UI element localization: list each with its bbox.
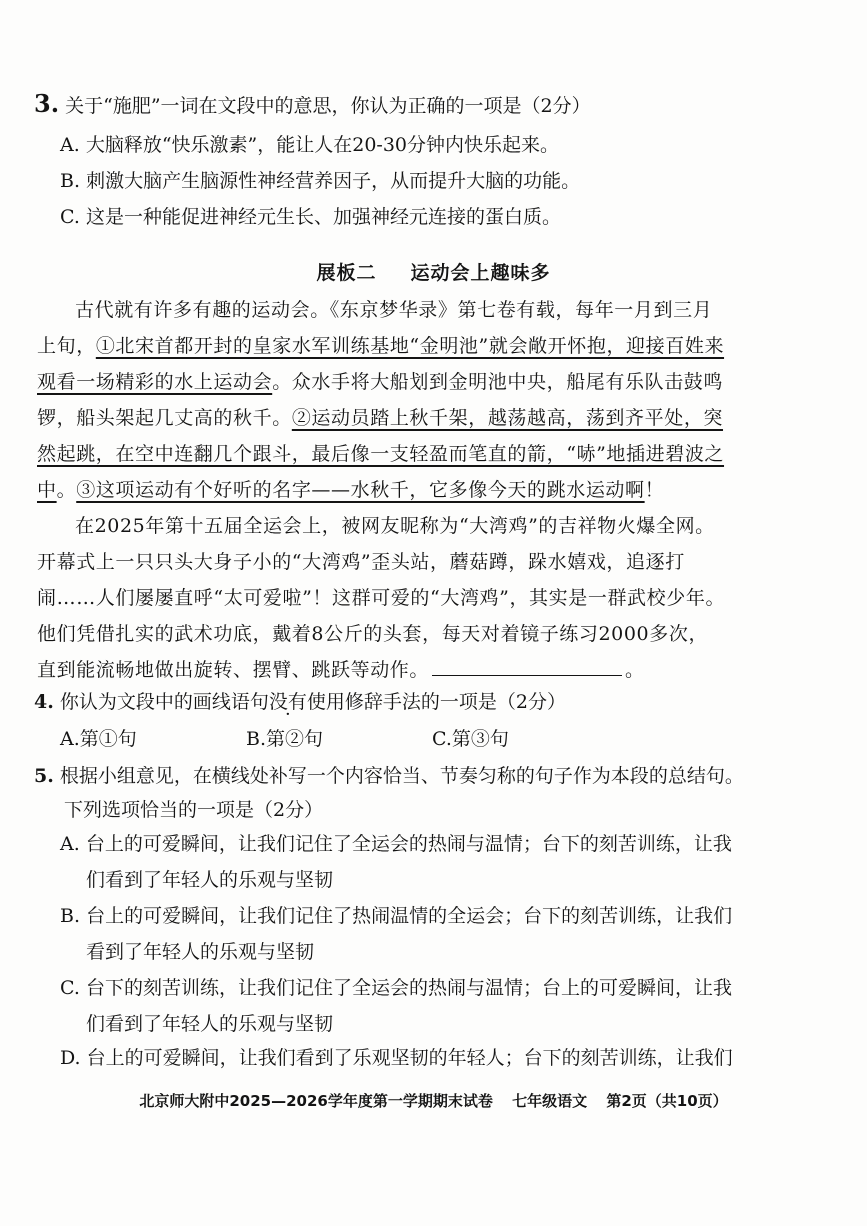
- option-letter: C.: [432, 728, 452, 750]
- underlined-sentence-2: ②运动员踏上秋千架，越荡越高，荡到齐平处，突然起跳，在空中连翻几个跟斗，最后像一支轻盈而笔直的箭，“哧”地插进碧波之中: [37, 407, 725, 501]
- option-text: 第①句: [79, 728, 137, 750]
- q5-option-a-cont: 们看到了年轻人的乐观与坚韧: [86, 869, 334, 891]
- para1-middle-2: 。: [56, 479, 77, 501]
- footer-school-exam: 北京师大附中2025—2026学年度第一学期期末试卷: [139, 1092, 493, 1110]
- option-text: 台上的可爱瞬间，让我们记住了热闹温情的全运会；台下的刻苦训练，让我们: [86, 905, 733, 927]
- q5-option-c-cont: 们看到了年轻人的乐观与坚韧: [86, 1013, 334, 1035]
- q3-option-b: [60, 169, 580, 193]
- q5-option-b-cont: 看到了年轻人的乐观与坚韧: [86, 941, 315, 963]
- q4-option-c: [432, 727, 509, 751]
- question-number: 3.: [34, 89, 60, 118]
- question-3-stem: [34, 89, 591, 118]
- option-letter: B.: [246, 728, 267, 750]
- q4-options: [60, 727, 509, 751]
- para2-text: 在2025年第十五届全运会上，被网友昵称为“大湾鸡”的吉祥物火爆全网。开幕式上一只只头大身子小的“大湾鸡”歪头站，蘑菇蹲，跺水嬉戏，追逐打闹……人们屡屡直呼“太可爱啦”！这群可爱的“大湾鸡”，其实是一群武校少年。他们凭借扎实的武术功底，戴着8公斤的头套，每天对着镜子练习2000多次，直到能流畅地做出旋转、摆臂、跳跃等动作。: [37, 515, 726, 681]
- section-heading: [0, 258, 867, 285]
- para1-lead: 古代就有许多有趣的运动会。《东京梦华录》第七卷有载，每年一月到三月上旬，: [37, 299, 713, 357]
- question-text: 根据小组意见，在横线处补写一个内容恰当、节奏匀称的句子作为本段的总结句。: [59, 765, 744, 787]
- para2-end: 。: [625, 659, 645, 681]
- option-letter: A.: [60, 134, 80, 156]
- footer-page-number: 第2页（共10页）: [606, 1092, 728, 1110]
- question-text-a: 你认为文段中的画线语句: [59, 691, 269, 713]
- q3-option-c: [60, 205, 561, 229]
- option-letter: C.: [60, 206, 80, 228]
- section-title: 运动会上趣味多: [410, 262, 551, 284]
- q5-option-d: [60, 1046, 733, 1070]
- option-text: 大脑释放“快乐激素”，能让人在20-30分钟内快乐起来。: [85, 134, 560, 156]
- option-letter: B.: [60, 905, 81, 927]
- question-5-stem-line-1: [34, 764, 744, 788]
- footer-subject: 七年级语文: [512, 1092, 588, 1110]
- emphasis-dotted-word: 没有: [268, 691, 307, 713]
- underlined-sentence-3: ③这项运动有个好听的名字——水秋千，它多像今天的跳水运动啊: [76, 479, 645, 501]
- option-letter: A.: [60, 728, 80, 750]
- option-letter: A.: [60, 833, 80, 855]
- option-text: 第②句: [266, 728, 324, 750]
- question-4-stem: [34, 690, 566, 714]
- answer-blank-line[interactable]: [432, 657, 622, 676]
- section-label: 展板二: [316, 262, 377, 284]
- option-text: 第③句: [451, 728, 509, 750]
- passage-paragraph-1: [37, 292, 727, 508]
- page-footer: [0, 1090, 867, 1111]
- option-letter: B.: [60, 170, 81, 192]
- q5-option-a: [60, 832, 732, 856]
- q3-option-a: [60, 133, 559, 157]
- underlined-sentence-1: ①北宋首都开封的皇家水军训练基地“金明池”就会敞开怀抱，迎接百姓来观看一场精彩的水上运动会: [37, 335, 725, 393]
- para1-end: ！: [644, 479, 665, 501]
- option-text: 台下的刻苦训练，让我们记住了全运会的热闹与温情；台上的可爱瞬间，让我: [85, 977, 732, 999]
- q4-option-a: [60, 727, 246, 751]
- q5-option-b: [60, 904, 732, 928]
- question-text-b: 使用修辞手法的一项是（2分）: [306, 691, 567, 713]
- option-text: 刺激大脑产生脑源性神经营养因子，从而提升大脑的功能。: [86, 170, 581, 192]
- question-number: 4.: [34, 691, 54, 713]
- para1-middle-1: 。众水手将大船划到金明池中央，船尾有乐队击鼓鸣锣，船头架起几丈高的秋千。: [37, 371, 724, 429]
- q4-option-b: [246, 727, 432, 751]
- option-text: 这是一种能促进神经元生长、加强神经元连接的蛋白质。: [85, 206, 561, 228]
- option-letter: D.: [60, 1047, 81, 1069]
- option-text: 台上的可爱瞬间，让我们看到了乐观坚韧的年轻人；台下的刻苦训练，让我们: [86, 1047, 733, 1069]
- question-text: 关于“施肥”一词在文段中的意思，你认为正确的一项是（2分）: [65, 95, 591, 117]
- option-letter: C.: [60, 977, 80, 999]
- passage-paragraph-2: [37, 508, 727, 688]
- option-text: 台上的可爱瞬间，让我们记住了全运会的热闹与温情；台下的刻苦训练，让我: [85, 833, 732, 855]
- question-number: 5.: [34, 765, 54, 787]
- q5-option-c: [60, 976, 732, 1000]
- question-5-stem-line-2: 下列选项恰当的一项是（2分）: [64, 799, 324, 821]
